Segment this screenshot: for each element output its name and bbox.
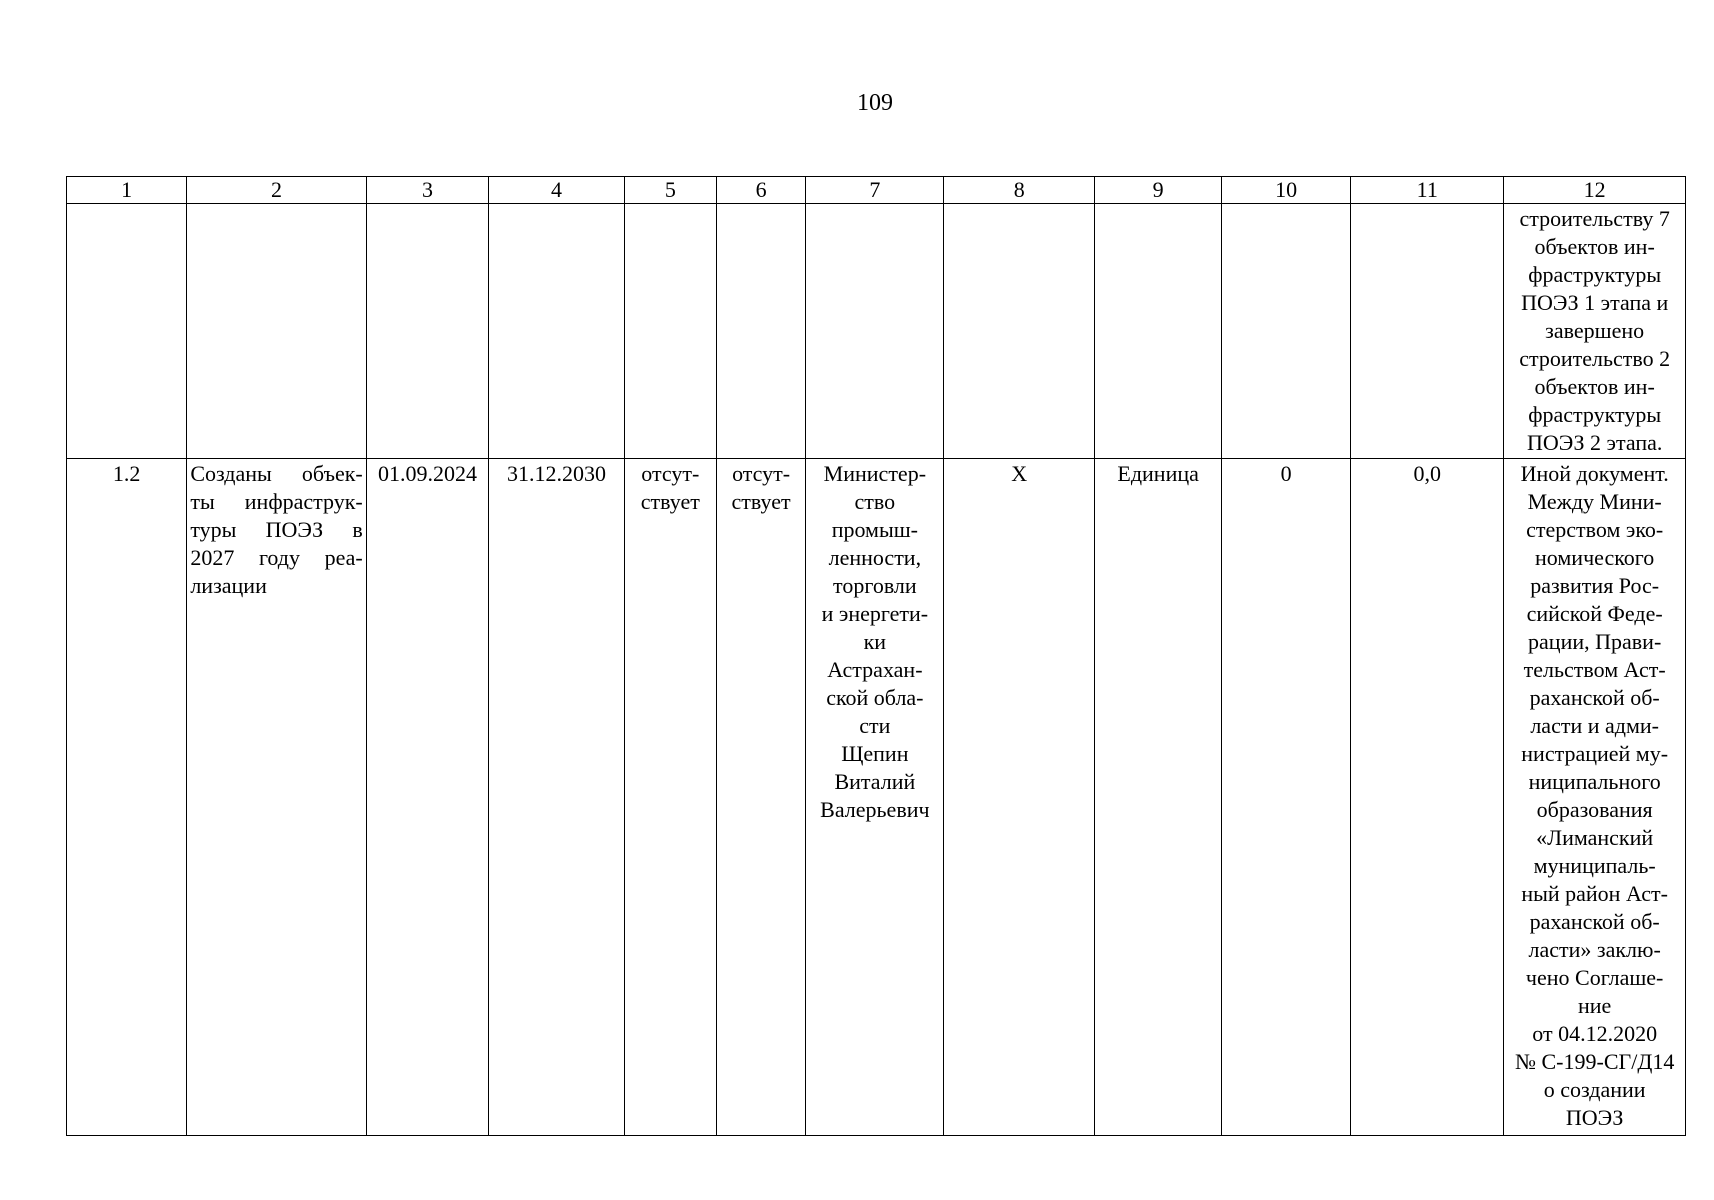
unit-cell: Единица	[1095, 459, 1222, 1136]
text-line: ниципального	[1528, 769, 1661, 794]
text-line: сти	[859, 713, 891, 738]
table-cell	[806, 204, 944, 459]
text-line: ласти и адми-	[1530, 713, 1659, 738]
text-line: строительству 7	[1519, 206, 1670, 231]
column-number-header: 6	[716, 177, 806, 204]
table-cell	[624, 204, 716, 459]
start-date-cell: 01.09.2024	[366, 459, 489, 1136]
column-number-header: 9	[1095, 177, 1222, 204]
text-line: завершено	[1545, 318, 1645, 343]
table-cell	[944, 204, 1095, 459]
text-line: чено Соглаше-	[1525, 965, 1664, 990]
text-line: развития Рос-	[1530, 573, 1660, 598]
text-line: ствует	[731, 489, 791, 514]
column-number-header: 7	[806, 177, 944, 204]
text-line: ласти» заклю-	[1528, 937, 1661, 962]
column-number-header: 2	[187, 177, 366, 204]
document-cell	[1504, 459, 1686, 1136]
text-line: ки	[863, 629, 887, 654]
text-line: 2027 году реа-	[190, 545, 363, 570]
table-cell	[366, 204, 489, 459]
row-number-cell: 1.2	[67, 459, 187, 1136]
column-number-header: 11	[1351, 177, 1504, 204]
table-cell	[1351, 204, 1504, 459]
text-line: нистрацией му-	[1521, 741, 1669, 766]
table-row-1-2	[67, 459, 1686, 1136]
text-line: о создании	[1543, 1077, 1646, 1102]
continuation-document-cell	[1504, 204, 1686, 459]
text-line: Виталий	[834, 769, 916, 794]
column-6-cell	[716, 459, 806, 1136]
table-cell	[489, 204, 625, 459]
text-line: ство	[854, 489, 896, 514]
column-number-header: 5	[624, 177, 716, 204]
column-8-cell: X	[944, 459, 1095, 1136]
text-line: стерством эко-	[1526, 517, 1664, 542]
text-line: номического	[1535, 545, 1655, 570]
column-number-header: 10	[1222, 177, 1351, 204]
text-line: объектов ин-	[1534, 234, 1655, 259]
text-line: ствует	[640, 489, 700, 514]
column-5-cell	[624, 459, 716, 1136]
text-line: фраструктуры	[1528, 262, 1662, 287]
text-line: Иной документ.	[1520, 461, 1669, 486]
text-line: тельством Аст-	[1523, 657, 1666, 682]
table-cell	[716, 204, 806, 459]
table-cell	[187, 204, 366, 459]
text-line: Министер-	[823, 461, 927, 486]
text-line: ние	[1578, 993, 1612, 1018]
text-line: ПОЭЗ	[1565, 1105, 1624, 1130]
table-cell	[67, 204, 187, 459]
page-number: 109	[857, 90, 893, 116]
text-line: и энергети-	[821, 601, 929, 626]
plan-table	[66, 176, 1686, 1136]
text-line: Между Мини-	[1527, 489, 1662, 514]
text-line: ской обла-	[826, 685, 924, 710]
text-line: Валерьевич	[820, 797, 930, 822]
text-line: Созданы объек-	[190, 461, 363, 486]
text-line: отсут-	[641, 461, 700, 486]
text-line: ный район Аст-	[1521, 881, 1668, 906]
text-line: ПОЭЗ 1 этапа и	[1521, 290, 1669, 315]
text-line: ты инфраструк-	[190, 489, 363, 514]
text-line: Щепин	[841, 741, 909, 766]
responsible-cell	[806, 459, 944, 1136]
text-line: «Лиманский	[1536, 825, 1654, 850]
table-cell	[1095, 204, 1222, 459]
column-number-header: 12	[1504, 177, 1686, 204]
text-line: муниципаль-	[1533, 853, 1656, 878]
table-cell	[1222, 204, 1351, 459]
column-11-cell: 0,0	[1351, 459, 1504, 1136]
text-line: № С-199-СГ/Д14	[1515, 1049, 1675, 1074]
text-line: образования	[1536, 797, 1653, 822]
text-line: фраструктуры	[1528, 402, 1662, 427]
text-line: ленности,	[828, 545, 922, 570]
end-date-cell: 31.12.2030	[489, 459, 625, 1136]
text-line: лизации	[190, 573, 267, 598]
text-line: раханской об-	[1529, 685, 1660, 710]
text-line: раханской об-	[1529, 909, 1660, 934]
column-10-cell: 0	[1222, 459, 1351, 1136]
text-line: Астрахан-	[827, 657, 923, 682]
continuation-row	[67, 204, 1686, 459]
text-line: сийской Феде-	[1526, 601, 1663, 626]
text-line: ПОЭЗ 2 этапа.	[1526, 430, 1663, 455]
text-line: отсут-	[732, 461, 791, 486]
text-line: объектов ин-	[1534, 374, 1655, 399]
result-cell	[187, 459, 366, 1136]
column-number-header: 4	[489, 177, 625, 204]
column-number-header: 8	[944, 177, 1095, 204]
column-number-header: 3	[366, 177, 489, 204]
text-line: промыш-	[831, 517, 919, 542]
text-line: туры ПОЭЗ в	[190, 517, 363, 542]
column-number-row	[67, 177, 1686, 204]
text-line: от 04.12.2020	[1532, 1021, 1658, 1046]
text-line: строительство 2	[1519, 346, 1671, 371]
column-number-header: 1	[67, 177, 187, 204]
text-line: торговли	[833, 573, 917, 598]
text-line: рации, Прави-	[1528, 629, 1662, 654]
